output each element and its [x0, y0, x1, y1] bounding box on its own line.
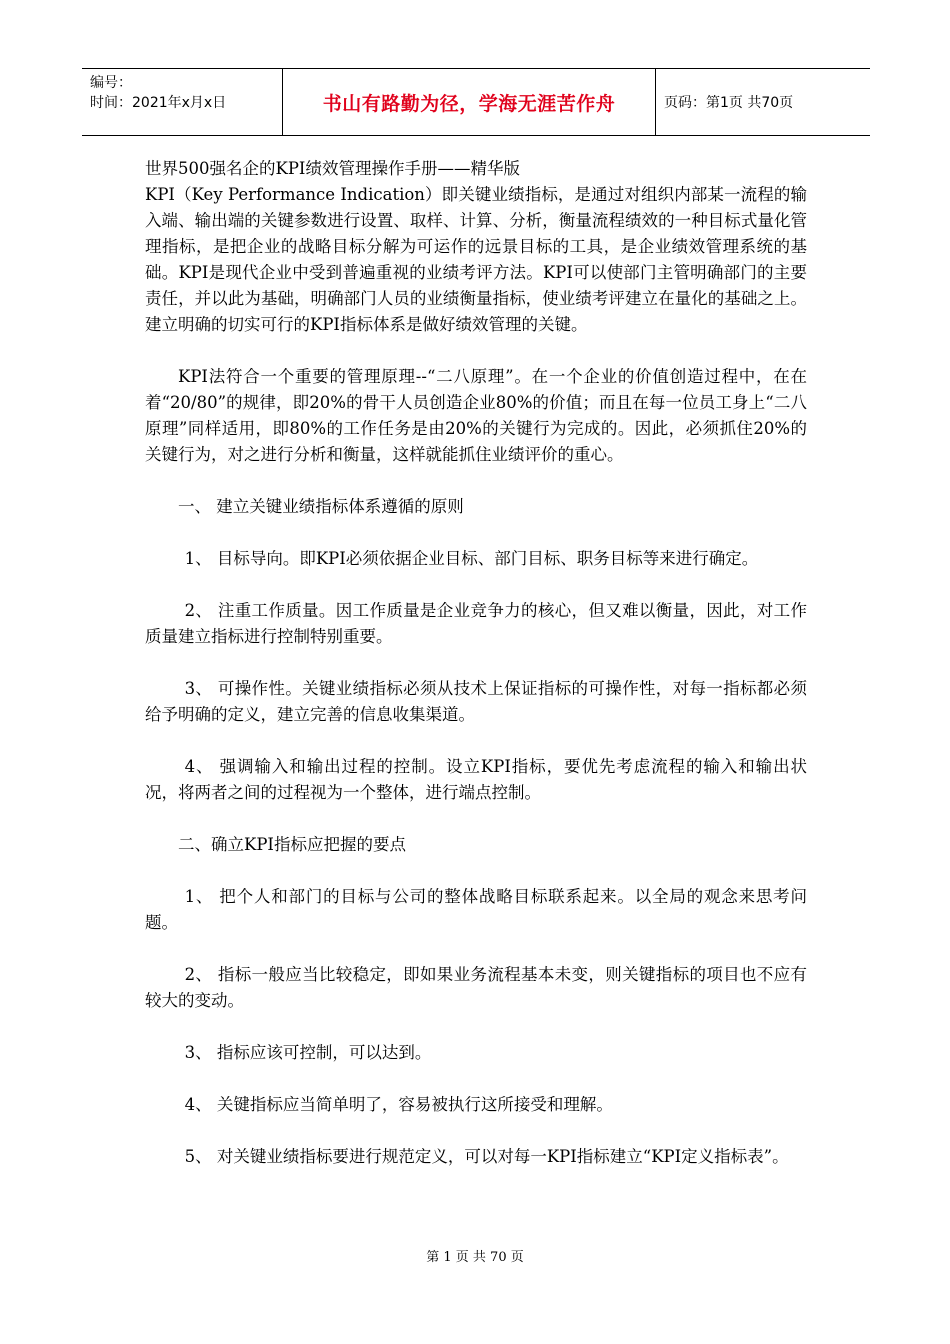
- document-body: [145, 156, 807, 1170]
- section1-item-4: 4、 强调输入和输出过程的控制。设立KPI指标，要优先考虑流程的输入和输出状况，将两者之间的过程视为一个整体，进行端点控制。: [145, 757, 807, 802]
- section2-item-4: 4、 关键指标应当简单明了，容易被执行这所接受和理解。: [184, 1095, 613, 1114]
- section1-item-3: 3、 可操作性。关键业绩指标必须从技术上保证指标的可操作性，对每一指标都必须给予明确的定义，建立完善的信息收集渠道。: [145, 679, 807, 724]
- header-meta: [82, 69, 282, 135]
- page-footer: [0, 1246, 950, 1265]
- header-motto-cell: [282, 69, 656, 135]
- section2-item-5: 5、 对关键业绩指标要进行规范定义，可以对每一KPI指标建立“KPI定义指标表”。: [184, 1147, 789, 1166]
- footer-page-number: 第 1 页 共 70 页: [426, 1250, 524, 1265]
- section2-heading: 二、确立KPI指标应把握的要点: [178, 835, 406, 854]
- number-label: 编号：: [90, 75, 132, 91]
- intro-paragraph: KPI（Key Performance Indication）即关键业绩指标，是通过对组织内部某一流程的输入端、输出端的关键参数进行设置、取样、计算、分析，衡量流程绩效的一种目标式量化管理指标，是把企业的战略目标分解为可运作的远景目标的工具，是企业绩效管理系统的基础。KPI是现代企业中受到普遍重视的业绩考评方法。KPI可以使部门主管明确部门的主要责任，并以此为基础，明确部门人员的业绩衡量指标，使业绩考评建立在量化的基础之上。建立明确的切实可行的KPI指标体系是做好绩效管理的关键。: [145, 185, 807, 334]
- header-page-info: [656, 69, 870, 135]
- section2-item-1: 1、 把个人和部门的目标与公司的整体战略目标联系起来。以全局的观念来思考问题。: [145, 887, 807, 932]
- document-title: 世界500强名企的KPI绩效管理操作手册——精华版: [145, 159, 520, 178]
- section1-item-2: 2、 注重工作质量。因工作质量是企业竞争力的核心，但又难以衡量，因此，对工作质量建立指标进行控制特别重要。: [145, 601, 807, 646]
- page-info: 页码：第1页 共70页: [664, 95, 794, 111]
- time-label: 时间：2021年x月x日: [90, 95, 227, 111]
- principle-paragraph: KPI法符合一个重要的管理原理--“二八原理”。在一个企业的价值创造过程中，在在着“20/80”的规律，即20%的骨干人员创造企业80%的价值；而且在每一位员工身上“二八原理”同样适用，即80%的工作任务是由20%的关键行为完成的。因此，必须抓住20%的关键行为，对之进行分析和衡量，这样就能抓住业绩评价的重心。: [145, 367, 807, 464]
- section1-item-1: 1、 目标导向。即KPI必须依据企业目标、部门目标、职务目标等来进行确定。: [184, 549, 759, 568]
- motto: 书山有路勤为径，学海无涯苦作舟: [322, 92, 616, 115]
- section2-item-2: 2、 指标一般应当比较稳定，即如果业务流程基本未变，则关键指标的项目也不应有较大的变动。: [145, 965, 807, 1010]
- section2-item-3: 3、 指标应该可控制，可以达到。: [184, 1043, 432, 1062]
- page-header: [82, 68, 870, 136]
- section1-heading: 一、 建立关键业绩指标体系遵循的原则: [178, 497, 464, 516]
